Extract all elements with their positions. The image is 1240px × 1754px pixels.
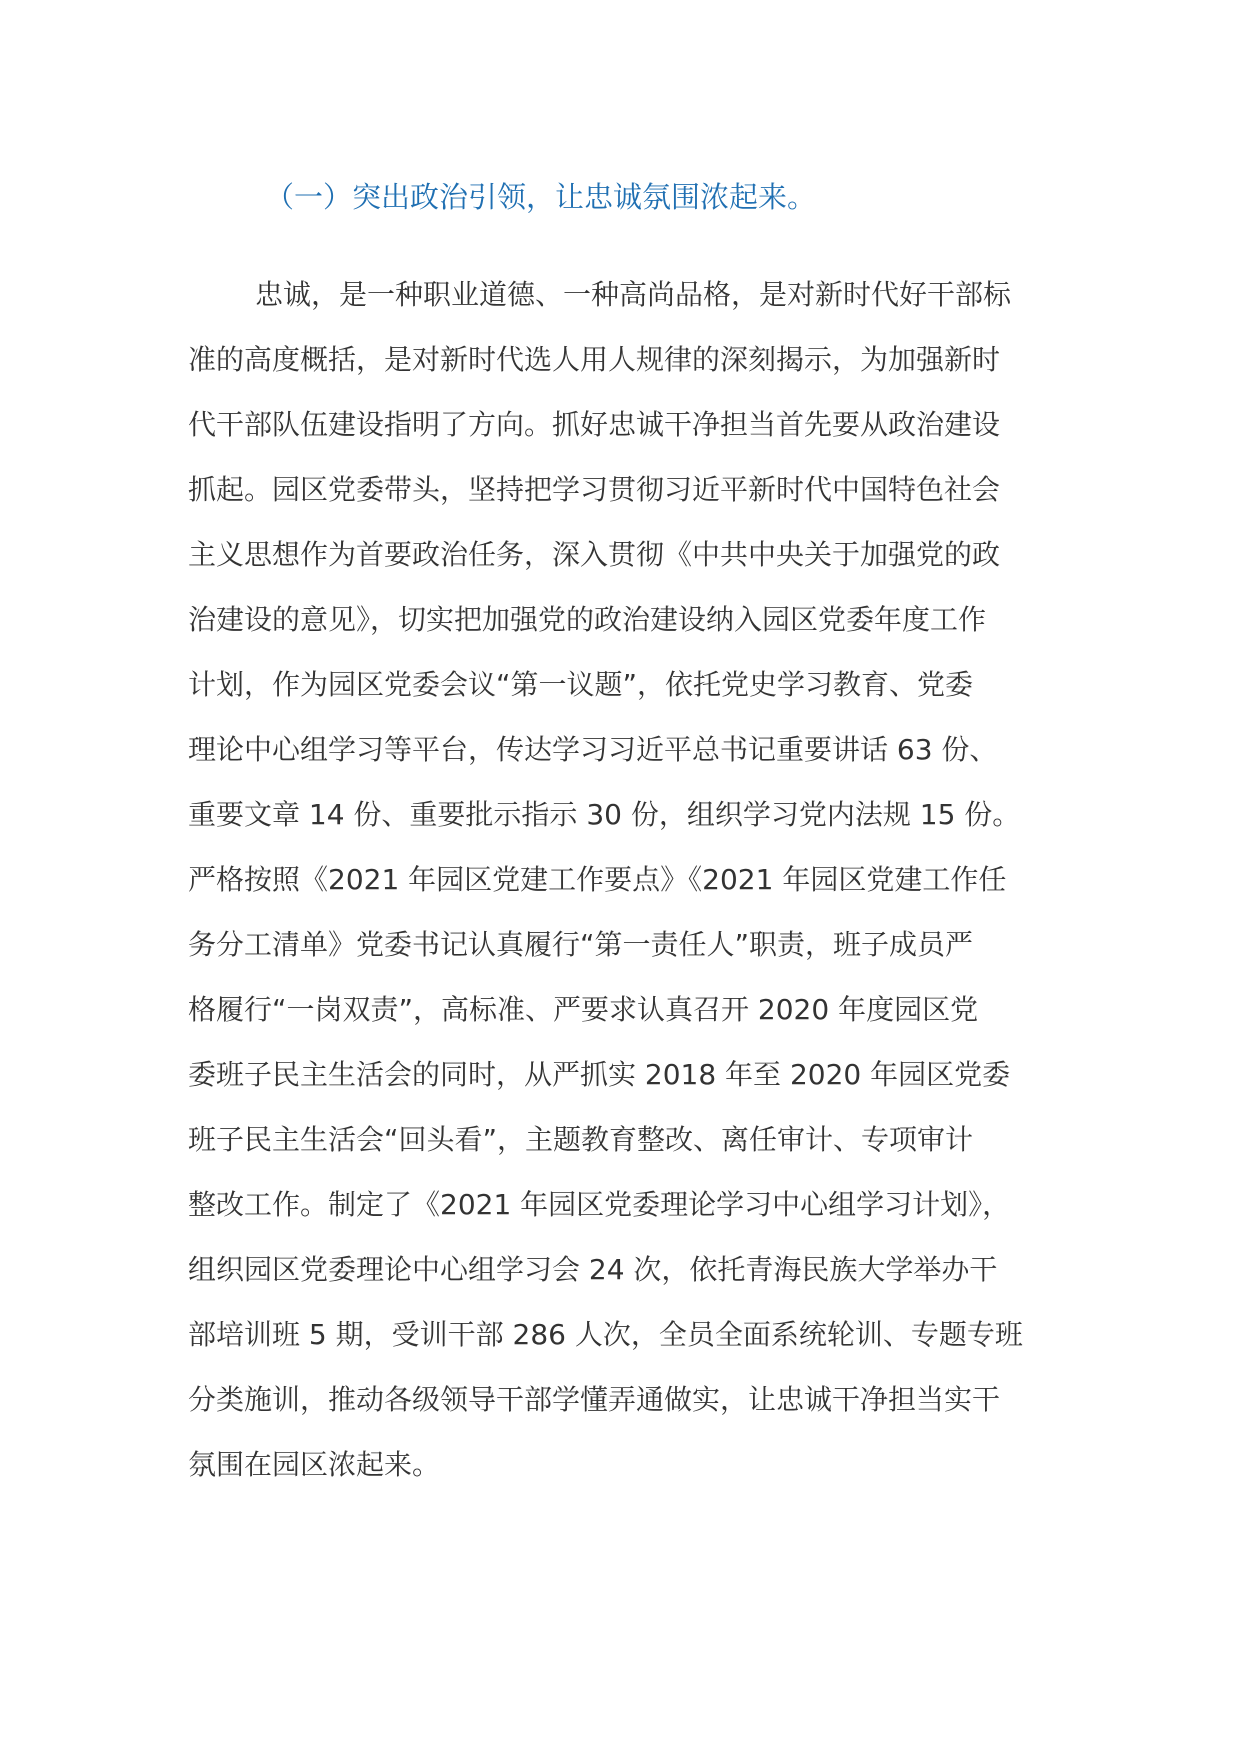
paragraph-line: 忠诚，是一种职业道德、一种高尚品格，是对新时代好干部标 [255, 278, 1012, 311]
paragraph-line: 格履行“一岗双责”，高标准、严要求认真召开 2020 年度园区党 [188, 993, 979, 1026]
paragraph-line: 严格按照《2021 年园区党建工作要点》《2021 年园区党建工作任 [188, 863, 1007, 896]
paragraph-line: 代干部队伍建设指明了方向。抓好忠诚干净担当首先要从政治建设 [188, 408, 1001, 441]
paragraph-line: 组织园区党委理论中心组学习会 24 次，依托青海民族大学举办干 [188, 1253, 998, 1286]
paragraph-line: 抓起。园区党委带头，坚持把学习贯彻习近平新时代中国特色社会 [188, 473, 1001, 506]
paragraph-line: 主义思想作为首要政治任务，深入贯彻《中共中央关于加强党的政 [188, 538, 1001, 571]
paragraph-line: 计划，作为园区党委会议“第一议题”，依托党史学习教育、党委 [188, 668, 974, 701]
paragraph-line: 理论中心组学习等平台，传达学习习近平总书记重要讲话 63 份、 [188, 733, 998, 766]
paragraph-line: 务分工清单》党委书记认真履行“第一责任人”职责，班子成员严 [188, 928, 974, 961]
body-paragraph [188, 262, 1058, 1497]
paragraph-line: 准的高度概括，是对新时代选人用人规律的深刻揭示，为加强新时 [188, 343, 1001, 376]
paragraph-line: 班子民主生活会“回头看”，主题教育整改、离任审计、专项审计 [188, 1123, 974, 1156]
paragraph-line: 重要文章 14 份、重要批示指示 30 份，组织学习党内法规 15 份。 [188, 798, 1021, 831]
paragraph-line: 部培训班 5 期，受训干部 286 人次，全员全面系统轮训、专题专班 [188, 1318, 1023, 1351]
paragraph-line: 氛围在园区浓起来。 [188, 1448, 441, 1481]
paragraph-line: 分类施训，推动各级领导干部学懂弄通做实，让忠诚干净担当实干 [188, 1383, 1001, 1416]
paragraph-line: 治建设的意见》，切实把加强党的政治建设纳入园区党委年度工作 [188, 603, 987, 636]
paragraph-line: 整改工作。制定了《2021 年园区党委理论学习中心组学习计划》， [188, 1188, 1011, 1221]
paragraph-line: 委班子民主生活会的同时，从严抓实 2018 年至 2020 年园区党委 [188, 1058, 1011, 1091]
section-heading: （一）突出政治引领，让忠诚氛围浓起来。 [265, 180, 817, 214]
